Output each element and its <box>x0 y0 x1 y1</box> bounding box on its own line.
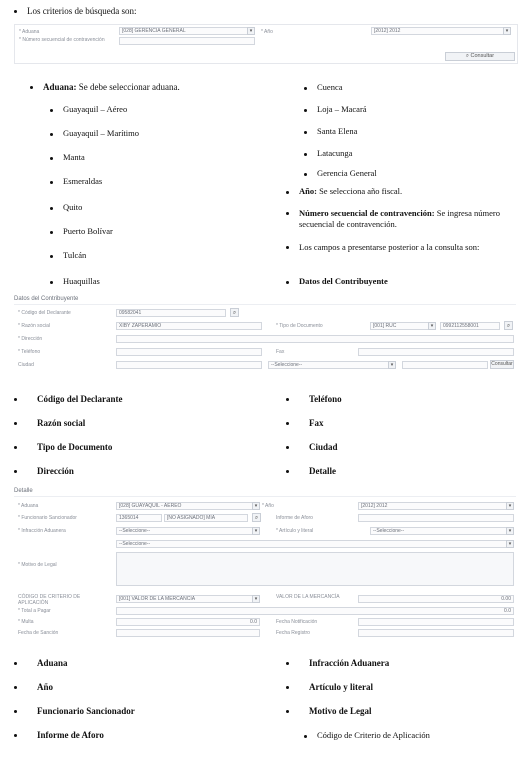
aduana-option: Loja – Macará <box>317 104 367 114</box>
list-item <box>50 202 82 213</box>
anio-select[interactable]: [2012] 2012 <box>371 27 511 35</box>
list-item <box>304 126 357 137</box>
bullet-icon <box>50 281 53 284</box>
list-item <box>286 394 342 405</box>
list-item <box>14 418 85 429</box>
list-item <box>50 128 139 139</box>
list-item <box>14 706 135 717</box>
list-item <box>50 152 85 163</box>
field-name: Informe de Aforo <box>37 730 104 740</box>
tipo-doc-select[interactable]: [001] RUC <box>370 322 436 330</box>
chevron-down-icon[interactable]: ▾ <box>506 540 514 548</box>
ciudad-label: Ciudad <box>18 362 34 368</box>
ciudad-input[interactable] <box>116 361 262 369</box>
aduana-select[interactable]: [028] GUAYAQUIL - AEREO <box>116 502 260 510</box>
informe-input[interactable] <box>358 514 514 522</box>
bullet-icon <box>304 153 307 156</box>
field-name: Infracción Aduanera <box>309 658 390 668</box>
list-item <box>14 394 123 405</box>
list-item <box>50 250 86 261</box>
aduana-label: * Aduana <box>18 503 39 509</box>
fecha-notificacion-input[interactable] <box>358 618 514 626</box>
aduana-select[interactable]: [028] GERENCIA GENERAL <box>119 27 255 35</box>
codigo-input[interactable]: 09582041 <box>116 309 226 317</box>
datos-criterion <box>286 276 388 287</box>
bullet-icon <box>30 86 33 89</box>
consultar-label: Consultar <box>470 53 495 59</box>
list-item <box>304 148 352 159</box>
field-name: Dirección <box>37 466 74 476</box>
razon-input[interactable]: XIBY ZAPERAMIO <box>116 322 262 330</box>
contrib-form-title: Datos del Contribuyente <box>14 296 79 302</box>
bullet-icon <box>50 157 53 160</box>
fecha-sancion-label: Fecha de Sanción <box>18 630 59 636</box>
funcionario-name-input[interactable]: [NO ASIGNADO] MIA <box>164 514 248 522</box>
telefono-label: * Teléfono <box>18 349 41 355</box>
search-icon[interactable]: ⌕ <box>230 308 239 317</box>
chevron-down-icon[interactable]: ▾ <box>506 502 514 510</box>
aduana-option: Esmeraldas <box>63 176 103 186</box>
bullet-icon <box>14 734 17 737</box>
list-item <box>304 82 343 93</box>
razon-label: * Razón social <box>18 323 50 329</box>
field-name: Tipo de Documento <box>37 442 113 452</box>
fax-label: Fax <box>276 349 285 355</box>
aduana-criterion <box>30 82 180 93</box>
bullet-icon <box>304 87 307 90</box>
detalle-form-panel <box>14 498 516 638</box>
field-name: Fax <box>309 418 324 428</box>
list-item <box>14 658 68 669</box>
bullet-icon <box>50 133 53 136</box>
field-name: Funcionario Sancionador <box>37 706 135 716</box>
chevron-down-icon[interactable]: ▾ <box>503 27 511 35</box>
bullet-icon <box>50 231 53 234</box>
bullet-icon <box>14 422 17 425</box>
doc-number-input[interactable]: 0992112558001 <box>440 322 500 330</box>
motivo-textarea[interactable] <box>116 552 514 586</box>
tipo-doc-label: * Tipo de Documento <box>276 323 323 329</box>
anio-label: * Año <box>261 29 273 35</box>
aduana-option: Quito <box>63 202 83 212</box>
aduana-option: Gerencia General <box>317 168 377 178</box>
list-item <box>304 730 430 741</box>
aduana-option: Huaquillas <box>63 276 100 286</box>
bullet-icon <box>286 662 289 665</box>
total-label: * Total a Pagar <box>18 608 51 614</box>
bullet-icon <box>304 109 307 112</box>
articulo-label: * Artículo y literal <box>276 528 314 534</box>
field-name: Razón social <box>37 418 86 428</box>
informe-label: Informe de Aforo <box>276 515 313 521</box>
aduana-option: Manta <box>63 152 85 162</box>
bullet-icon <box>50 255 53 258</box>
bullet-icon <box>286 212 289 215</box>
bullet-icon <box>304 131 307 134</box>
infraccion-select[interactable]: --Seleccione-- <box>116 527 260 535</box>
anio-select[interactable]: [2012] 2012 <box>358 502 514 510</box>
bullet-icon <box>14 710 17 713</box>
codigo-criterio-label: CÓDIGO DE CRITERIO DE APLICACIÓN <box>18 594 81 606</box>
detalle-form-title: Detalle <box>14 488 33 494</box>
funcionario-label: * Funcionario Sancionador <box>18 515 77 521</box>
valor-input[interactable]: 0.00 <box>358 595 514 603</box>
search-icon: ⌕ <box>465 53 469 59</box>
list-item <box>286 418 324 429</box>
direccion-label: * Dirección <box>18 336 43 342</box>
numero-label: * Número secuencial de contravención <box>19 37 105 43</box>
aduana-option: Guayaquil – Aéreo <box>63 104 128 114</box>
aduana-option: Guayaquil – Marítimo <box>63 128 140 138</box>
bullet-icon <box>286 281 289 284</box>
bullet-icon <box>286 710 289 713</box>
consultar-ciudad-button[interactable]: Consultar <box>491 361 513 367</box>
multa-input[interactable]: 0.0 <box>116 618 260 626</box>
bullet-icon <box>304 173 307 176</box>
list-item <box>286 442 338 453</box>
list-item <box>50 276 100 287</box>
list-item <box>50 176 102 187</box>
bullet-icon <box>14 10 17 13</box>
divider <box>14 496 516 497</box>
ciudad-select[interactable]: --Seleccione-- <box>268 361 396 369</box>
aduana-label: * Aduana <box>19 29 40 35</box>
anio-desc: Se selecciona año fiscal. <box>316 186 403 196</box>
aduana-option: Cuenca <box>317 82 343 92</box>
field-name: Detalle <box>309 466 336 476</box>
bullet-icon <box>50 207 53 210</box>
intro-text: Los criterios de búsqueda son: <box>27 6 137 16</box>
chevron-down-icon[interactable]: ▾ <box>252 502 260 510</box>
chevron-down-icon[interactable]: ▾ <box>388 361 396 369</box>
list-item <box>286 706 372 717</box>
bullet-icon <box>286 422 289 425</box>
list-item <box>50 226 113 237</box>
bullet-icon <box>50 181 53 184</box>
field-name: Aduana <box>37 658 68 668</box>
multa-label: * Multa <box>18 619 34 625</box>
aduana-desc: Se debe seleccionar aduana. <box>76 82 180 92</box>
codigo-criterio-select[interactable]: [001] VALOR DE LA MERCANCÍA <box>116 595 260 603</box>
list-item <box>304 168 377 179</box>
search-form-panel <box>14 24 518 64</box>
funcionario-code-input[interactable]: 1365014 <box>116 514 162 522</box>
numero-bold: Número secuencial de contravención: <box>299 208 435 218</box>
contrib-form-panel <box>14 306 516 384</box>
list-item <box>14 466 74 477</box>
chevron-down-icon[interactable]: ▾ <box>247 27 255 35</box>
fecha-registro-input[interactable] <box>358 629 514 637</box>
aduana-option: Latacunga <box>317 148 353 158</box>
field-name: Teléfono <box>309 394 342 404</box>
list-item <box>286 658 389 669</box>
numero-criterion <box>286 208 512 230</box>
fax-input[interactable] <box>358 348 514 356</box>
codigo-label: * Código del Declarante <box>18 310 71 316</box>
fecha-registro-label: Fecha Registro <box>276 630 310 636</box>
fecha-notificacion-label: Fecha Notificación <box>276 619 318 625</box>
field-name: Motivo de Legal <box>309 706 372 716</box>
anio-criterion <box>286 186 512 197</box>
campos-text: Los campos a presentarse posterior a la consulta son: <box>299 242 480 252</box>
telefono-input[interactable] <box>116 348 262 356</box>
divider <box>14 304 516 305</box>
list-item <box>50 104 127 115</box>
field-name: Código del Declarante <box>37 394 123 404</box>
fecha-sancion-input[interactable] <box>116 629 260 637</box>
search-icon[interactable]: ⌕ <box>252 513 261 522</box>
bullet-icon <box>286 191 289 194</box>
total-input[interactable]: 0.0 <box>116 607 514 615</box>
campos-criterion <box>286 242 512 253</box>
anio-label: * Año <box>262 503 274 509</box>
search-icon[interactable]: ⌕ <box>504 321 513 330</box>
infraccion-label: * Infracción Aduanera <box>18 528 66 534</box>
anio-bold: Año: <box>299 186 317 196</box>
aduana-option: Santa Elena <box>317 126 358 136</box>
list-item <box>286 682 373 693</box>
bullet-icon <box>304 735 307 738</box>
datos-bold: Datos del Contribuyente <box>299 276 388 286</box>
list-item <box>286 466 336 477</box>
bullet-icon <box>50 109 53 112</box>
valor-label: VALOR DE LA MERCANCÍA <box>276 594 340 600</box>
bullet-icon <box>286 446 289 449</box>
list-item <box>14 682 53 693</box>
bullet-icon <box>14 398 17 401</box>
intro-bullet <box>14 6 136 17</box>
field-name: Artículo y literal <box>309 682 373 692</box>
numero-text <box>299 208 512 230</box>
aduana-bold: Aduana: <box>43 82 77 92</box>
field-name: Año <box>37 682 54 692</box>
articulo-select[interactable]: --Seleccione-- <box>370 527 514 535</box>
chevron-down-icon[interactable]: ▾ <box>506 527 514 535</box>
chevron-down-icon[interactable]: ▾ <box>252 595 260 603</box>
list-item <box>14 442 112 453</box>
bullet-icon <box>14 686 17 689</box>
ciudad-detail-input[interactable] <box>402 361 488 369</box>
list-item <box>304 104 367 115</box>
chevron-down-icon[interactable]: ▾ <box>428 322 436 330</box>
list-item <box>14 730 104 741</box>
aduana-option: Tulcán <box>63 250 87 260</box>
numero-input[interactable] <box>119 37 255 45</box>
motivo-select[interactable]: --Seleccione-- <box>116 540 514 548</box>
field-name: Código de Criterio de Aplicación <box>317 730 430 740</box>
bullet-icon <box>286 246 289 249</box>
numero-desc: Se ingresa número secuencial de contravención. <box>299 208 500 229</box>
aduana-option: Puerto Bolívar <box>63 226 113 236</box>
consultar-button[interactable] <box>445 52 515 61</box>
bullet-icon <box>14 662 17 665</box>
bullet-icon <box>14 446 17 449</box>
motivo-label: * Motivo de Legal <box>18 562 57 568</box>
bullet-icon <box>286 686 289 689</box>
field-name: Ciudad <box>309 442 338 452</box>
bullet-icon <box>286 470 289 473</box>
bullet-icon <box>286 398 289 401</box>
direccion-input[interactable] <box>116 335 514 343</box>
bullet-icon <box>14 470 17 473</box>
chevron-down-icon[interactable]: ▾ <box>252 527 260 535</box>
